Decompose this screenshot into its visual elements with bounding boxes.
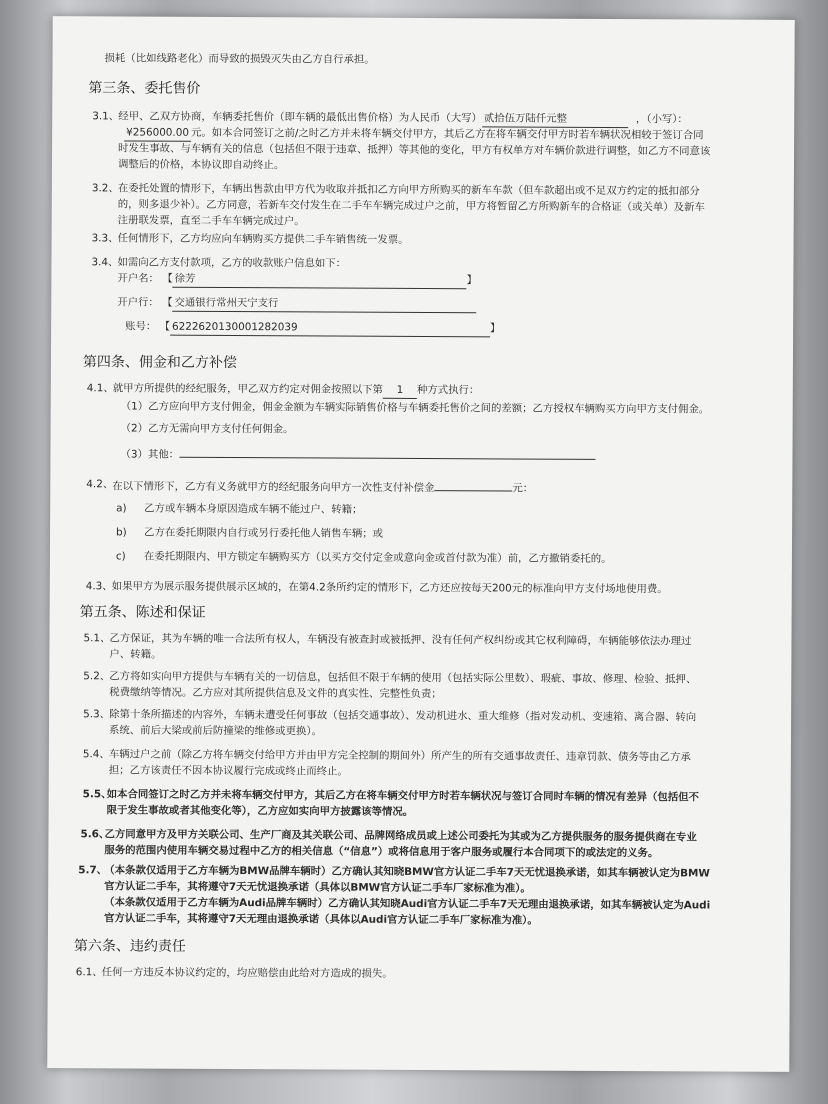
clause-6-1-text: 任何一方违反本协议约定的，均应赔偿由此给对方造成的损失。 <box>101 966 393 980</box>
clause-4-2-a-label: a) <box>116 502 127 515</box>
clause-3-3-text: 任何情形下，乙方均应向车辆购买方提供二手车销售统一发票。 <box>117 232 409 246</box>
clause-5-1-number: 5.1、 <box>83 632 111 645</box>
clause-3-2-line3: 注册联发票，直至二手车车辆完成过户。 <box>117 214 305 228</box>
account-name-value: 徐芳 <box>173 271 467 290</box>
clause-5-2-line2: 税费缴纳等情况。乙方应对其所提供信息及文件的真实性、完整性负责； <box>109 686 442 701</box>
clause-5-6-number: 5.6、 <box>80 828 110 841</box>
clause-5-5-line2: 限于发生事故或者其他变化等），乙方应如实向甲方披露该等情况。 <box>106 804 414 818</box>
commission-option-1: （1）乙方应向甲方支付佣金，佣金金额为车辆实际销售价格与车辆委托售价之间的差额；乙方授权车辆购买方向甲方支付佣金。 <box>120 400 710 416</box>
clause-3-1-line3: 时发生事故、与车辆有关的信息（包括但不限于违章、抵押）等其他的变化，甲方有权单方对车辆价款进行调整，如乙方不同意该 <box>118 142 711 158</box>
compensation-amount-blank <box>434 478 512 491</box>
clause-4-3-number: 4.3、 <box>85 580 113 593</box>
clause-4-2-c-text: 在委托期限内、甲方锁定车辆购买方（以买方交付定金或意向金或首付款为准）前，乙方撤销委托的。 <box>143 550 612 565</box>
clause-5-4-number: 5.4、 <box>82 748 110 761</box>
article-5-heading: 第五条、陈述和保证 <box>79 604 206 621</box>
price-in-digits: ¥256000.00 <box>124 124 191 141</box>
clause-3-4-text: 如需向乙方支付款项，乙方的收款账户信息如下： <box>117 256 347 270</box>
clause-4-2-text: 在以下情形下，乙方有义务就甲方的经纪服务向甲方一次性支付补偿金 元： <box>112 476 533 496</box>
clause-5-3-line2: 系统、前后大梁或前后防撞梁的维修或更换）。 <box>108 724 323 738</box>
clause-3-1-number: 3.1、 <box>92 110 120 123</box>
clause-3-2-number: 3.2、 <box>91 182 119 195</box>
clause-5-2-line1: 乙方将如实向甲方提供与车辆有关的一切信息，包括但不限于车辆的使用（包括实际公里数）、瑕疵、事故、修理、检验、抵押、 <box>109 670 697 686</box>
clause-5-7-number: 5.7、 <box>78 864 108 877</box>
clause-5-5-line1: 如本合同签订之时乙方并未将车辆交付甲方，其后乙方在将车辆交付甲方时若车辆状况与签订合同时车辆的情况有差异（包括但不 <box>106 788 699 804</box>
clause-6-1-number: 6.1、 <box>75 966 103 979</box>
clause-5-6-line2: 服务的范围内使用车辆交易过程中乙方的相关信息（“信息”）或将信息用于客户服务或履行本合同项下的或法定的义务。 <box>104 844 659 860</box>
account-name-row: 开户名： 【 徐芳 】 <box>117 270 477 289</box>
account-bank-value: 交通银行常州天宁支行 <box>172 295 476 314</box>
clause-3-4-number: 3.4、 <box>91 256 119 269</box>
clause-5-6-line1: 乙方同意甲方及甲方关联公司、生产厂商及其关联公司、品牌网络成员或上述公司委托为其或为乙方提供服务的服务提供商在专业 <box>104 828 697 844</box>
clause-3-1-line2: ¥256000.00 元。如本合同签订之前/之时乙方并未将车辆交付甲方，其后乙方在将车辆交付甲方时若车辆状况相较于签订合同 <box>124 124 704 144</box>
clause-4-2-b-label: b) <box>116 526 127 539</box>
clause-4-2-number: 4.2、 <box>86 478 114 491</box>
account-bank-row: 开户行： 【 交通银行常州天宁支行 <box>117 294 476 313</box>
commission-option-2: （2）乙方无需向甲方支付任何佣金。 <box>120 422 294 436</box>
top-line: 损耗（比如线路老化）而导致的损毁灭失由乙方自行承担。 <box>104 52 375 66</box>
clause-5-7-line4: 官方认证二手车，其将遵守7天无理由退换承诺（具体以Audi官方认证二手车厂家标准为准）。 <box>104 912 538 927</box>
clause-4-2-a-text: 乙方或车辆本身原因造成车辆不能过户、转籍； <box>144 502 363 516</box>
clause-4-2-c-label: c) <box>115 550 126 563</box>
clause-4-3-text: 如果甲方为展示服务提供展示区域的，在第4.2条所约定的情形下，乙方还应按每天200元的标准向甲方支付场地使用费。 <box>111 580 668 596</box>
clause-5-7-line1: （本条款仅适用于乙方车辆为BMW品牌车辆时）乙方确认其知晓BMW官方认证二手车7天无忧退换承诺，如其车辆被认定为BMW <box>104 864 710 880</box>
clause-5-5-number: 5.5、 <box>82 788 112 801</box>
clause-5-1-line1: 乙方保证，其为车辆的唯一合法所有权人，车辆没有被查封或被抵押、没有任何产权纠纷或其它权利障碍，车辆能够依法办理过 <box>109 632 692 648</box>
clause-5-4-line2: 担；乙方该责任不因本协议履行完成或终止而终止。 <box>108 764 348 778</box>
clause-4-1-number: 4.1、 <box>86 382 114 395</box>
clause-4-2-b-text: 乙方在委托期限内自行或另行委托他人销售车辆；或 <box>144 526 384 540</box>
contract-page <box>47 16 794 1072</box>
article-3-heading: 第三条、委托售价 <box>88 80 201 97</box>
clause-5-3-number: 5.3、 <box>83 708 111 721</box>
clause-5-7-line3: （本条款仅适用于乙方车辆为Audi品牌车辆时）乙方确认其知晓Audi官方认证二手车7天无理由退换承诺，如其车辆被认定为Audi <box>104 896 711 912</box>
contract-text <box>47 16 794 1072</box>
article-4-heading: 第四条、佣金和乙方补偿 <box>82 354 237 372</box>
account-number-value: 6222620130001282039 <box>170 319 490 338</box>
clause-5-7-line2: 官方认证二手车，其将遵守7天无忧退换承诺（具体以BMW官方认证二手车厂家标准为准）。 <box>104 880 531 895</box>
clause-3-2-line1: 在委托处置的情形下，车辆出售款由甲方代为收取并抵扣乙方向甲方所购买的新车车款（但车款超出或不足双方约定的抵扣部分 <box>117 182 700 198</box>
clause-3-3-number: 3.3、 <box>91 232 119 245</box>
commission-method-choice: 1 <box>383 382 417 399</box>
price-in-words: 贰拾伍万陆仟元整 <box>482 110 628 128</box>
clause-5-3-line1: 除第十条所描述的内容外，车辆未遭受任何事故（包括交通事故）、发动机进水、重大维修（指对发动机、变速箱、离合器、转向 <box>109 708 697 724</box>
commission-option-3: （3）其他： <box>120 444 595 464</box>
other-method-blank <box>179 445 595 460</box>
account-number-row: 账号： 【 6222620130001282039 】 <box>125 318 500 337</box>
clause-5-4-line1: 车辆过户之前（除乙方将车辆交付给甲方并由甲方完全控制的期间外）所产生的所有交通事故责任、违章罚款、债务等由乙方承 <box>108 748 691 764</box>
clause-3-1-line1: 经甲、乙双方协商，车辆委托售价（即车辆的最低出售价格）为人民币（大写） 贰拾伍万陆仟元整 ，（小写）： <box>118 108 688 128</box>
article-6-heading: 第六条、违约责任 <box>73 938 186 955</box>
clause-3-1-line4: 调整后的价格，本协议即自动终止。 <box>117 158 285 172</box>
clause-4-1-text: 就甲方所提供的经纪服务，甲乙双方约定对佣金按照以下第 1 种方式执行： <box>113 380 480 399</box>
clause-5-1-line2: 户、转籍。 <box>109 648 162 661</box>
clause-5-2-number: 5.2、 <box>83 670 111 683</box>
clause-3-2-line2: 的，则多退少补）。乙方同意，若新车交付发生在二手车车辆完成过户之前，甲方将暂留乙方所购新车的合格证（或关单）及新车 <box>117 198 705 214</box>
